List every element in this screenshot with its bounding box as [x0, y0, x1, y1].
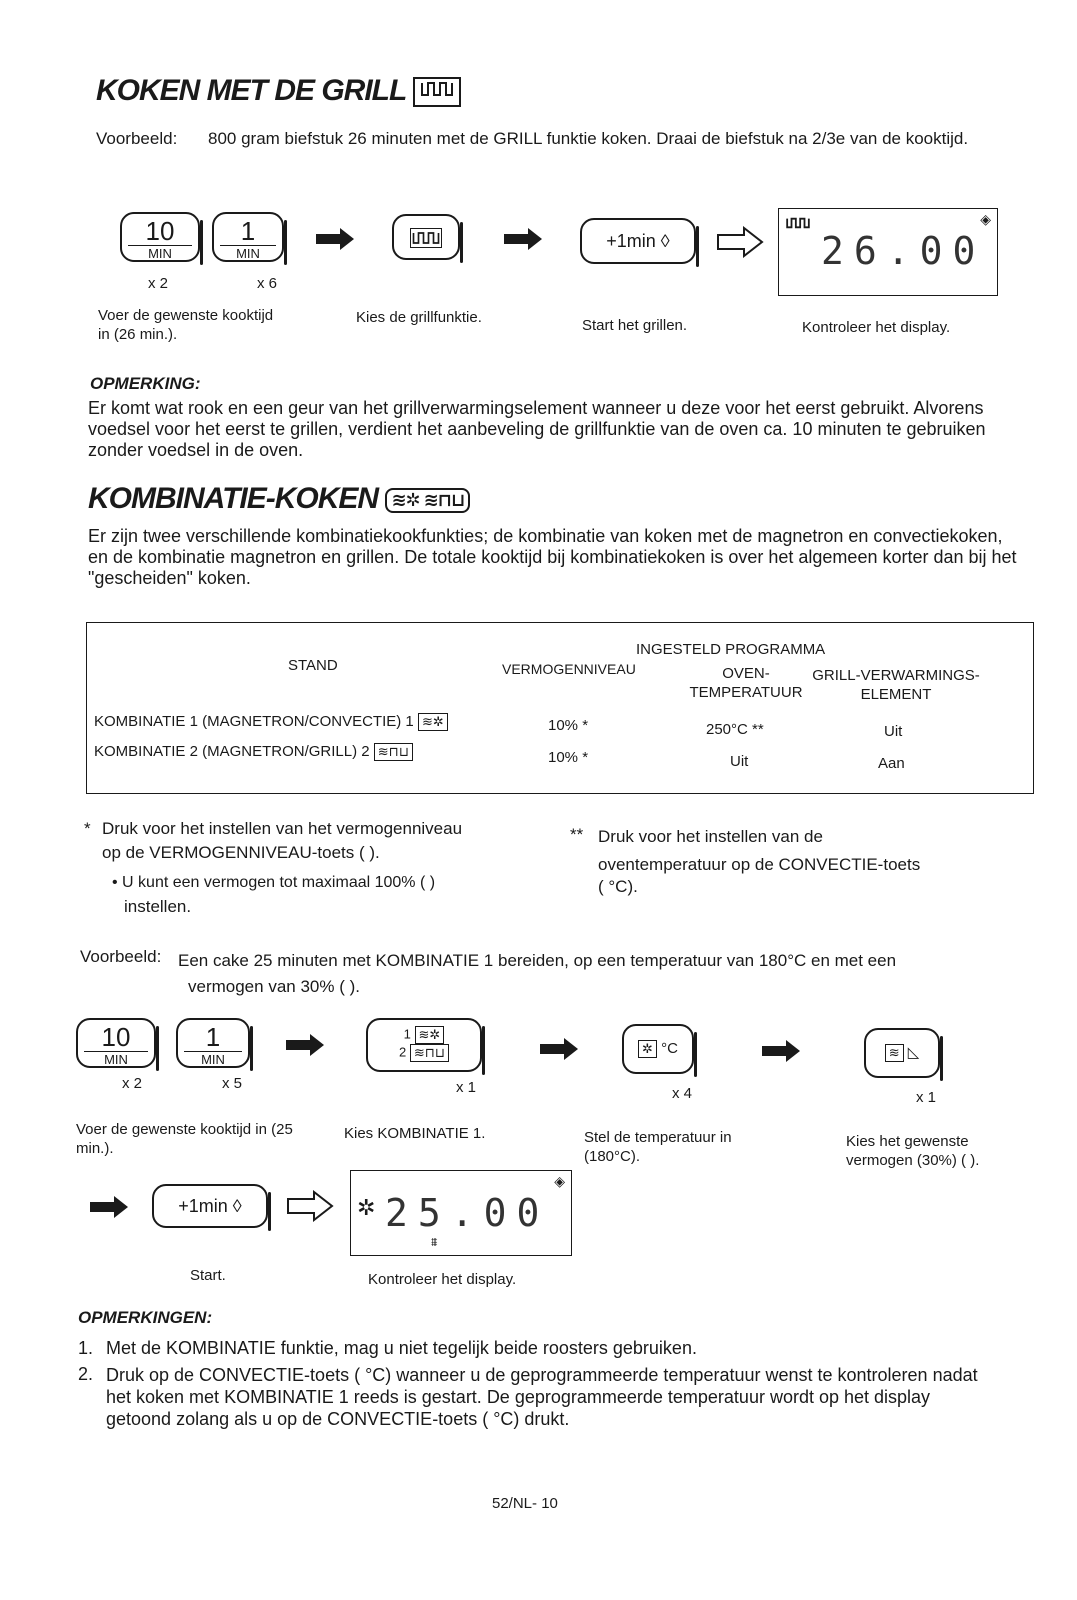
ten-min-number-2: 10: [101, 1022, 131, 1052]
combination-intro: Er zijn twee verschillende kombinatiekookfunkties; de kombinatie van koken met de magnetron en convectiekoken, en de kombinatie magnetron en grillen. De totale kooktijd bij kombinatiekoken is over het algemeen korter dan bij het "gescheiden" koken.: [88, 526, 1017, 588]
table-header-power: VERMOGENNIVEAU: [502, 661, 636, 677]
caption-step3: Start het grillen.: [582, 317, 688, 334]
display-panel-2: [350, 1170, 572, 1256]
power-level-count: x 1: [916, 1089, 937, 1106]
grill-button[interactable]: [392, 214, 460, 260]
footnote2-marker: **: [570, 825, 584, 844]
table-row2-stand: KOMBINATIE 2 (MAGNETRON/GRILL) 2 ≋⊓⊔: [94, 742, 413, 761]
note1-num: 1.: [78, 1338, 94, 1358]
grill-icon: [410, 228, 442, 248]
example2-text1: Een cake 25 minuten met KOMBINATIE 1 bereiden, op een temperatuur van 180°C en met een: [178, 951, 897, 970]
footnote1-line2: op de VERMOGENNIVEAU-toets ( ).: [102, 843, 380, 862]
combination-icon: ≋✲ ≋⊓⊔: [385, 488, 470, 513]
one-min-number: 1: [240, 216, 256, 246]
microwave-convection-icon: ≋✲: [418, 713, 448, 731]
one-min-button-2[interactable]: [176, 1018, 250, 1068]
arrow-right-icon: [286, 1034, 324, 1056]
note2-num: 2.: [78, 1364, 94, 1384]
one-min-number-2: 1: [205, 1022, 221, 1052]
display-panel: [778, 208, 998, 296]
ten-min-number: 10: [145, 216, 175, 246]
ten-min-button-2[interactable]: [76, 1018, 156, 1068]
one-min-label: MIN: [220, 245, 276, 261]
note1-text: Met de KOMBINATIE funktie, mag u niet tegelijk beide roosters gebruiken.: [106, 1338, 697, 1358]
note2-text: Druk op de CONVECTIE-toets ( °C) wanneer u de geprogrammeerde temperatuur wenst te kontroleren nadat het koken met KOMBINATIE 1 reeds is gestart. De geprogrammeerde temperatuur wordt op het display getoond zolang als u op de CONVECTIE-toets ( °C) drukt.: [106, 1365, 978, 1429]
convection-count: x 4: [672, 1085, 693, 1102]
note-text: Er komt wat rook en een geur van het grillverwarmingselement wanneer u deze voor het eerst gebruikt. Alvorens voedsel voor het eerst te grillen, verdient het aanbeveling de grillfunktie van de oven ca. 10 minuten te gebruiken zonder voedsel in de oven.: [88, 398, 986, 460]
caption-step4: Kontroleer het display.: [802, 319, 951, 336]
display-digits-2: 25.00: [385, 1191, 550, 1235]
table-header-stand: STAND: [288, 657, 338, 674]
example-text: 800 gram biefstuk 26 minuten met de GRILL funktie koken. Draai de biefstuk na 2/3e van de kooktijd.: [208, 129, 969, 148]
microwave-convection-icon: ≋✲: [415, 1026, 445, 1044]
example2-text2: vermogen van 30% ( ).: [188, 977, 360, 996]
arrow-right-icon: [540, 1038, 578, 1060]
table-row2-grill: Aan: [878, 755, 905, 772]
table-row1-oven: 250°C **: [706, 721, 764, 738]
section-title-combination: KOMBINATIE-KOKEN ≋✲ ≋⊓⊔: [88, 482, 470, 516]
convection-label: °C: [661, 1040, 678, 1057]
caption2-step4: Kies het gewenste vermogen (30%) ( ).: [846, 1133, 980, 1169]
power-level-icon: ≋: [885, 1044, 904, 1062]
footnote1-marker: *: [84, 819, 91, 838]
start-button[interactable]: [580, 218, 696, 264]
one-min-count-2: x 5: [222, 1075, 243, 1092]
caption-step2: Kies de grillfunktie.: [356, 309, 482, 326]
ten-min-button[interactable]: [120, 212, 200, 262]
caption2-step2: Kies KOMBINATIE 1.: [344, 1125, 486, 1142]
ten-min-label: MIN: [128, 245, 192, 261]
combination-button[interactable]: [366, 1018, 482, 1072]
arrow-right-icon: [90, 1196, 128, 1218]
table-row1-grill: Uit: [884, 723, 903, 740]
grill-icon: [413, 77, 461, 107]
start-label-2: +1min ◊: [178, 1196, 242, 1216]
table-header-group: INGESTELD PROGRAMMA: [636, 641, 826, 658]
example2-label: Voorbeeld:: [80, 947, 162, 966]
note-title: OPMERKING:: [90, 374, 201, 393]
caption-step1: Voer de gewenste kooktijd in (26 min.).: [98, 307, 274, 343]
convection-button[interactable]: [622, 1024, 694, 1074]
table-header-oven: OVEN- TEMPERATUUR: [689, 665, 803, 701]
page-number: 52/NL- 10: [492, 1495, 558, 1512]
table-row1-power: 10% *: [548, 717, 589, 734]
notes-title: OPMERKINGEN:: [78, 1308, 213, 1327]
power-indicator-icon: ⩩: [431, 1235, 438, 1249]
combination-2-row: 2 ≋⊓⊔: [368, 1044, 480, 1062]
footnote1-bullet2: instellen.: [124, 897, 192, 916]
fan-indicator-icon: ✲: [357, 1195, 376, 1220]
power-level-button[interactable]: [864, 1028, 940, 1078]
table-row1-stand: KOMBINATIE 1 (MAGNETRON/CONVECTIE) 1 ≋✲: [94, 712, 448, 731]
outline-arrow-icon: [716, 226, 764, 258]
ten-min-count: x 2: [148, 275, 169, 292]
table-row2-power: 10% *: [548, 749, 589, 766]
ten-min-label-2: MIN: [84, 1051, 148, 1067]
caption2-step5: Start.: [190, 1267, 226, 1284]
arrow-right-icon: [504, 228, 542, 250]
display-digits: 26.00: [821, 229, 986, 273]
grill-indicator-icon: [785, 215, 811, 231]
arrow-right-icon: [316, 228, 354, 250]
combination-1-row: 1 ≋✲: [368, 1026, 480, 1044]
caption2-step3: Stel de temperatuur in (180°C).: [584, 1129, 732, 1165]
one-min-label-2: MIN: [184, 1051, 242, 1067]
footnote1-bullet: • U kunt een vermogen tot maximaal 100% ( ): [112, 874, 436, 891]
start-indicator-icon: ◈: [980, 211, 991, 227]
footnote2-line2: oventemperatuur op de CONVECTIE-toets: [598, 855, 921, 874]
arrow-right-icon: [762, 1040, 800, 1062]
microwave-grill-icon: ≋⊓⊔: [374, 743, 413, 761]
start-button-2[interactable]: [152, 1184, 268, 1228]
caption2-step1: Voer de gewenste kooktijd in (25 min.).: [76, 1121, 293, 1157]
example-label: Voorbeeld:: [96, 129, 178, 148]
section-title-grill: KOKEN MET DE GRILL: [96, 74, 461, 108]
ten-min-count-2: x 2: [122, 1075, 143, 1092]
microwave-grill-icon: ≋⊓⊔: [410, 1044, 449, 1062]
table-row2-oven: Uit: [730, 753, 749, 770]
one-min-count: x 6: [257, 275, 278, 292]
power-triangle-icon: ◺: [907, 1044, 920, 1061]
footnote2-line3: ( °C).: [598, 877, 638, 896]
start-label: +1min ◊: [606, 231, 670, 251]
one-min-button[interactable]: [212, 212, 284, 262]
combination-count: x 1: [456, 1079, 477, 1096]
footnote1-line1: Druk voor het instellen van het vermogenniveau: [102, 819, 463, 838]
table-header-grill: GRILL-VERWARMINGS- ELEMENT: [812, 667, 980, 703]
fan-icon: ✲: [638, 1040, 657, 1058]
start-indicator-icon: ◈: [554, 1173, 565, 1189]
outline-arrow-icon: [286, 1190, 334, 1222]
caption2-step6: Kontroleer het display.: [368, 1271, 517, 1288]
footnote2-line1: Druk voor het instellen van de: [598, 827, 823, 846]
